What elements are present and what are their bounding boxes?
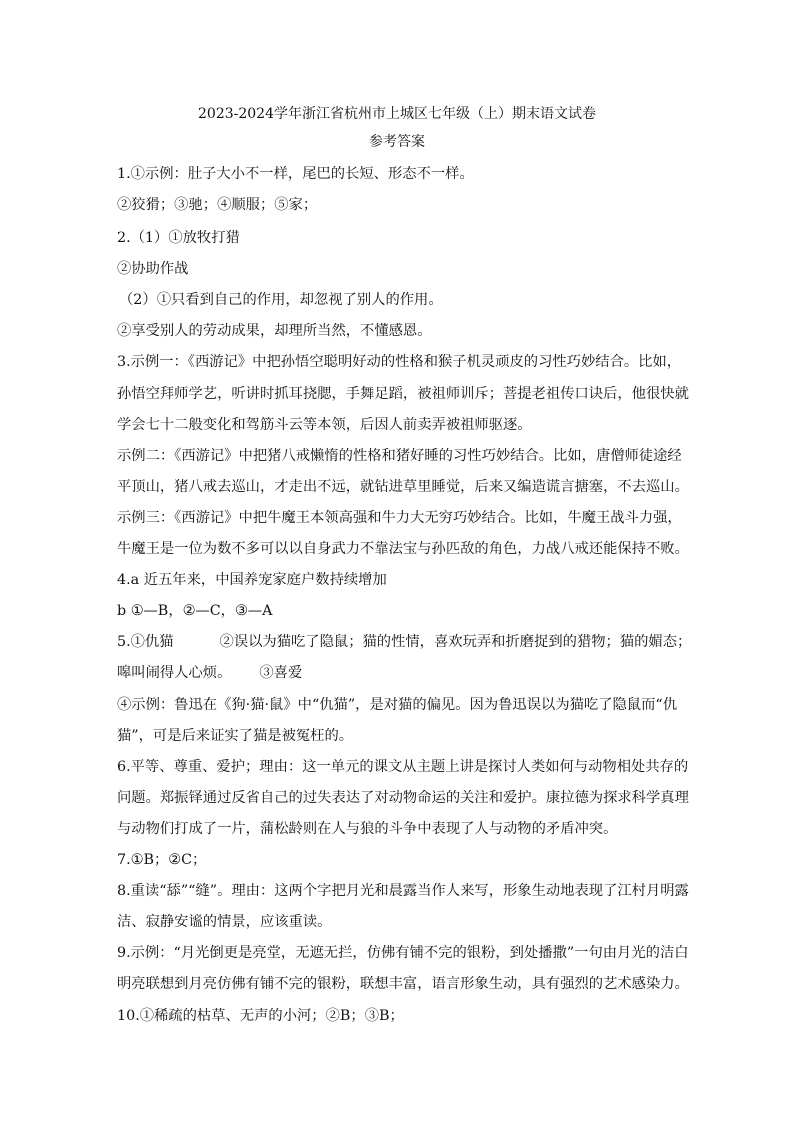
answer-q5-part-3: 嗥叫闹得人心烦。 <box>117 665 232 681</box>
answer-q5-line-4: 猫”，可是后来证实了猫是被冤枉的。 <box>117 728 354 744</box>
answer-q9-line-1: 9.示例：“月光倒更是亮堂，无遮无拦，仿佛有铺不完的银粉，到处播撒”一句由月光的洁白 <box>117 945 689 961</box>
answer-q4-line-2: b ①—B，②—C，③—A <box>117 603 273 619</box>
answer-q3-line-6: 示例三：《西游记》中把牛魔王本领高强和牛力大无穷巧妙结合。比如，牛魔王战斗力强， <box>117 510 682 526</box>
answer-q6-line-1: 6.平等、尊重、爱护；理由：这一单元的课文从主题上讲是探讨人类如何与动物相处共存的 <box>117 759 689 775</box>
answer-q8-line-2: 洁、寂静安谧的情景，应该重读。 <box>117 914 332 930</box>
document-subtitle: 参考答案 <box>369 134 425 150</box>
answer-q3-line-5: 平顶山，猪八戒去巡山，才走出不远，就钻进草里睡觉，后来又编造谎言搪塞，不去巡山。 <box>117 479 689 495</box>
document-title: 2023-2024学年浙江省杭州市上城区七年级（上）期末语文试卷 <box>198 106 596 122</box>
answer-q5-part-2: ②误以为猫吃了隐鼠；猫的性情，喜欢玩弄和折磨捉到的猎物；猫的媚态； <box>219 634 692 650</box>
answer-q3-line-7: 牛魔王是一位为数不多可以以自身武力不靠法宝与孙匹敌的角色，力战八戒还能保持不败。 <box>117 541 689 557</box>
answer-q2-line-2: ②协助作战 <box>117 261 189 277</box>
answer-q5-part-1: 5.①仇猫 <box>117 634 174 650</box>
answer-q9-line-2: 明亮联想到月亮仿佛有铺不完的银粉，联想丰富，语言形象生动，具有强烈的艺术感染力。 <box>117 976 689 992</box>
answer-q5-part-4: ③喜爱 <box>259 665 303 681</box>
answer-q3-line-2: 孙悟空拜师学艺，听讲时抓耳挠腮，手舞足蹈，被祖师训斥；菩提老祖传口诀后，他很快就 <box>117 386 689 402</box>
answer-q4-line-1: 4.a 近五年来，中国养宠家庭户数持续增加 <box>117 572 387 588</box>
answer-q7-line-1: 7.①B；②C； <box>117 852 207 868</box>
answer-q3-line-1: 3.示例一：《西游记》中把孙悟空聪明好动的性格和猴子机灵顽皮的习性巧妙结合。比如， <box>117 354 682 370</box>
answer-q1-line-2: ②狡猾；③驰；④顺服；⑤家； <box>117 197 318 213</box>
answer-q5-line-1 <box>117 632 691 652</box>
answer-q6-line-2: 问题。郑振铎通过反省自己的过失表达了对动物命运的关注和爱护。康拉德为探求科学真理 <box>117 790 689 806</box>
answer-q2-line-3: （2）①只看到自己的作用，却忽视了别人的作用。 <box>119 292 443 308</box>
answer-q3-line-3: 学会七十二般变化和驾筋斗云等本领，后因人前卖弄被祖师驱逐。 <box>117 417 532 433</box>
answer-q5-line-3: ④示例：鲁迅在《狗·猫·鼠》中“仇猫”，是对猫的偏见。因为鲁迅误以为猫吃了隐鼠而“仇 <box>117 697 677 713</box>
answer-q3-line-4: 示例二：《西游记》中把猪八戒懒惰的性格和猪好睡的习性巧妙结合。比如，唐僧师徒途经 <box>117 448 682 464</box>
answer-q2-line-4: ②享受别人的劳动成果，却理所当然，不懂感恩。 <box>117 323 432 339</box>
answer-q5-line-2 <box>117 663 302 683</box>
answer-q8-line-1: 8.重读“舔”“缝”。理由：这两个字把月光和晨露当作人来写，形象生动地表现了江村月明露 <box>117 883 689 899</box>
answer-q6-line-3: 与动物们打成了一片，蒲松龄则在人与狼的斗争中表现了人与动物的矛盾冲突。 <box>117 821 618 837</box>
answer-q1-line-1: 1.①示例：肚子大小不一样，尾巴的长短、形态不一样。 <box>117 166 474 182</box>
answer-q2-line-1: 2.（1）①放牧打猎 <box>117 230 240 246</box>
answer-q10-line-1: 10.①稀疏的枯草、无声的小河；②B；③B； <box>117 1008 404 1024</box>
